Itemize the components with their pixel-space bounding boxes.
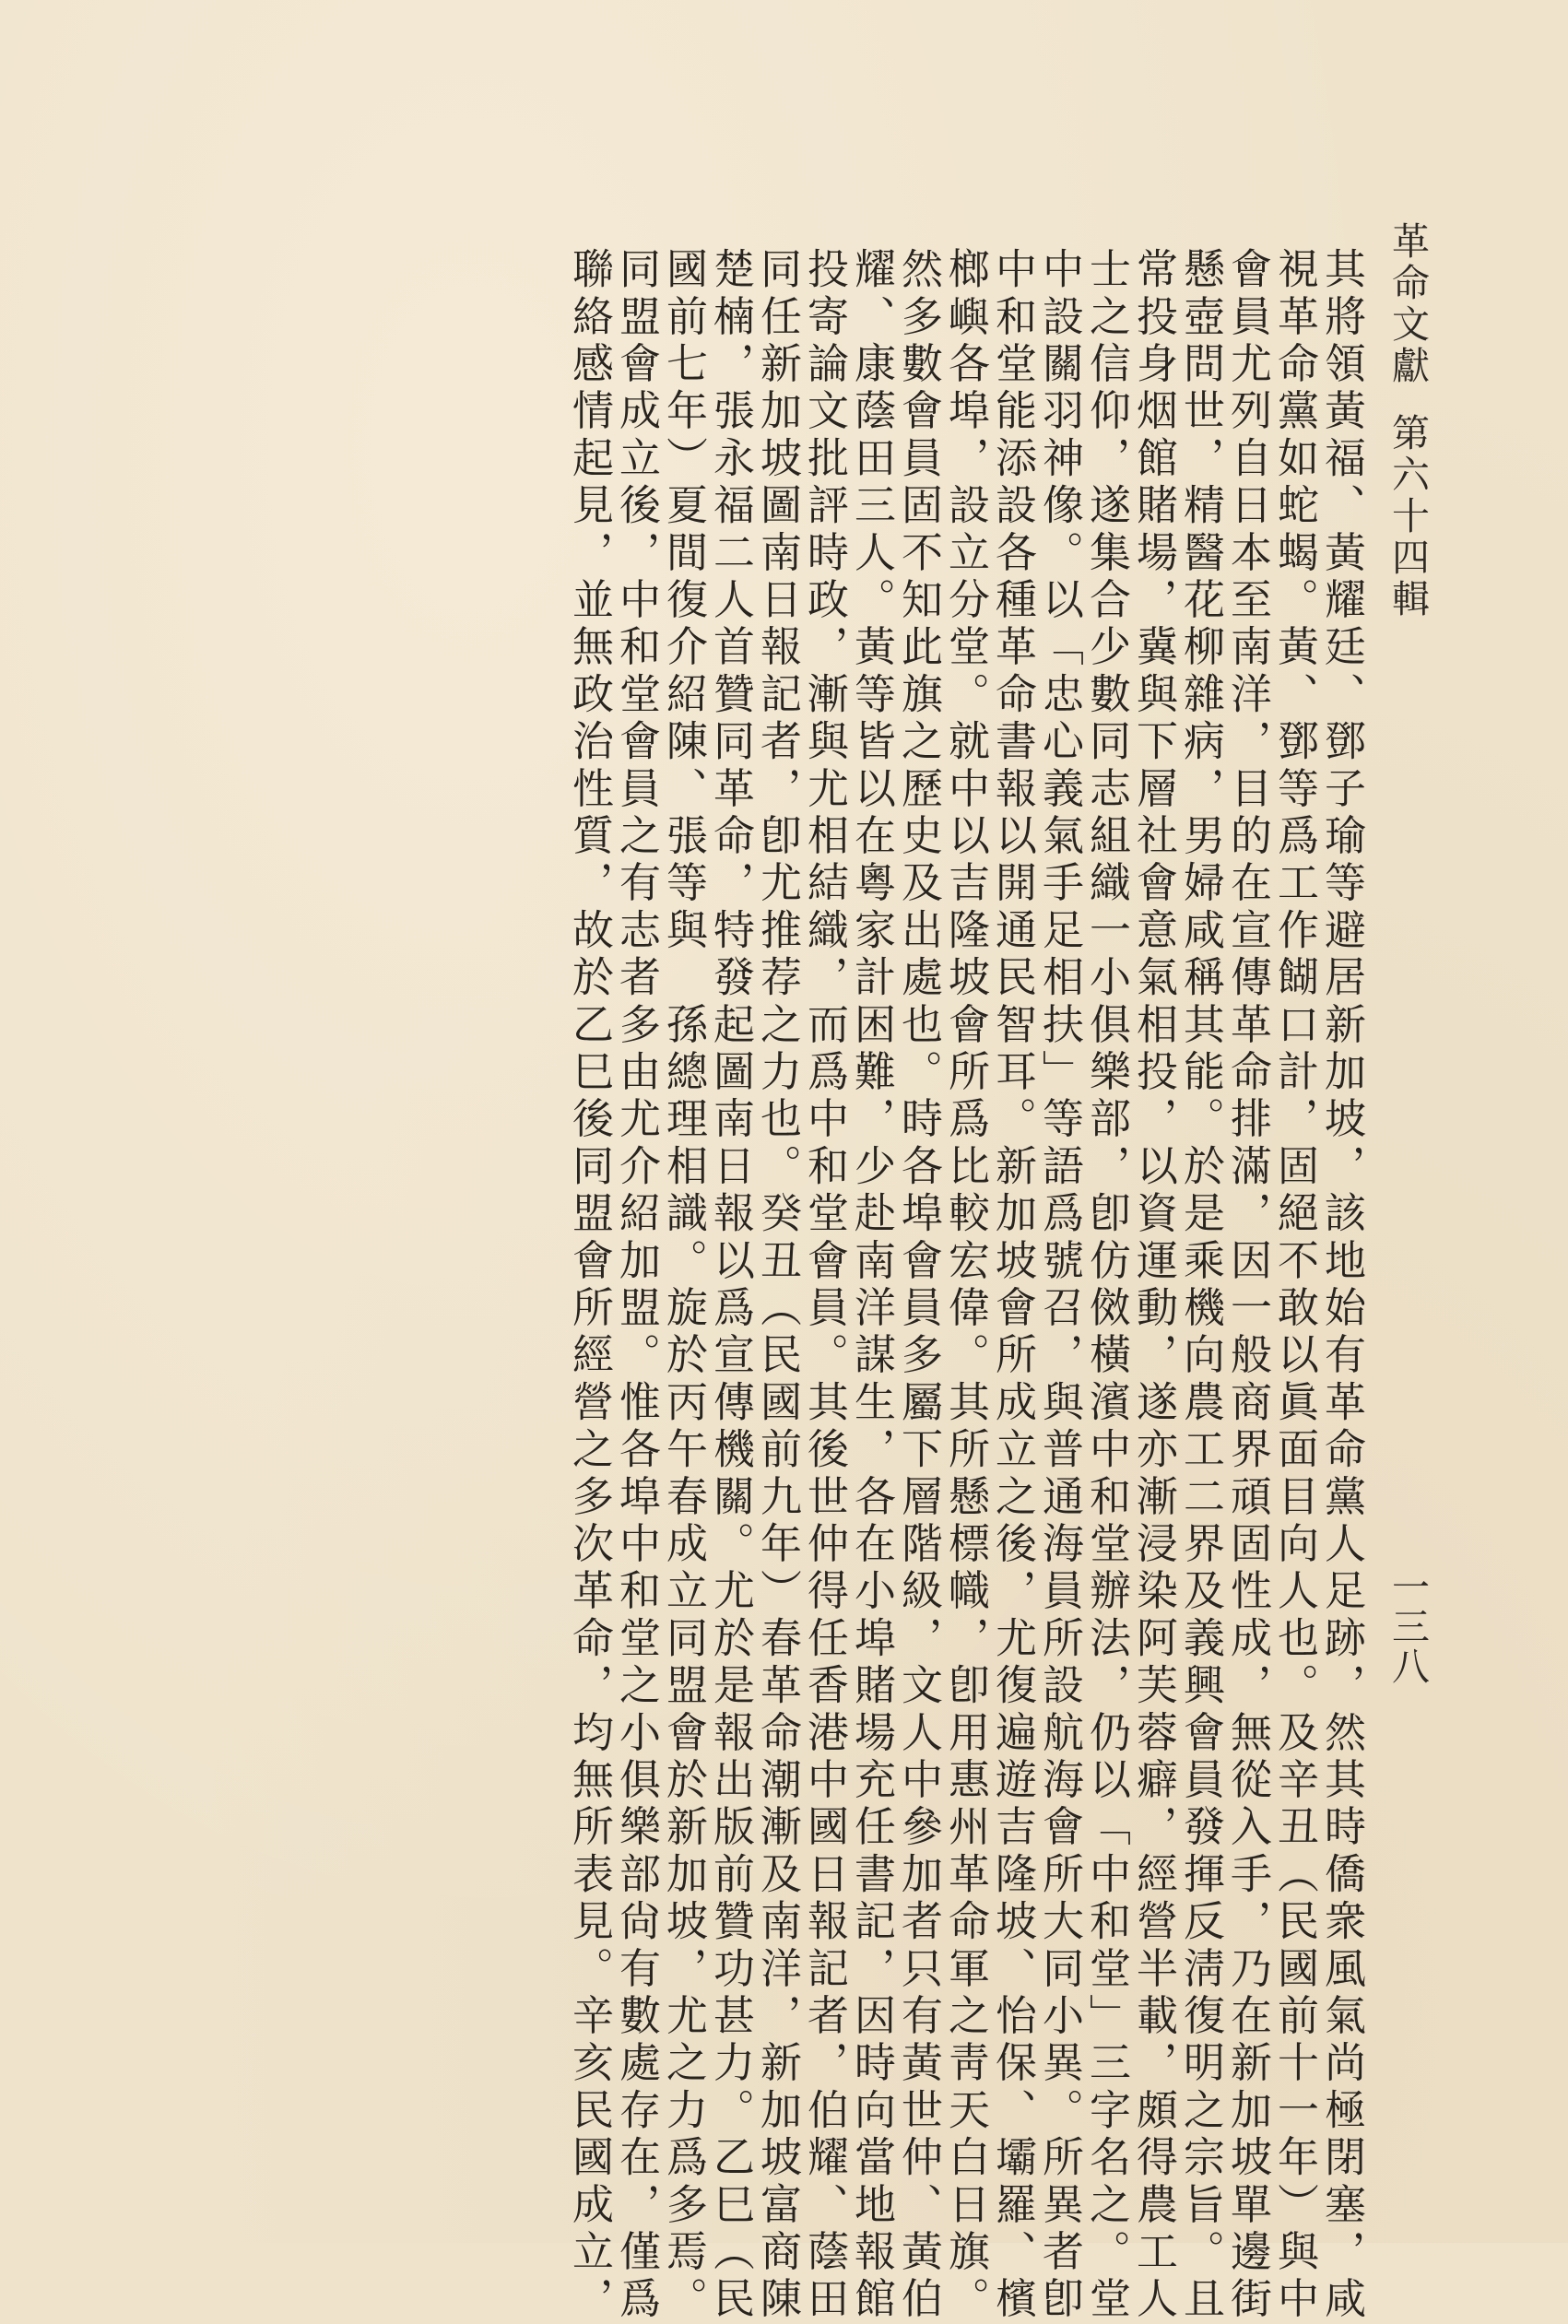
text-column: 榔嶼各埠，設立分堂。就中以吉隆坡會所爲比較宏偉。其所懸標幟，卽用惠州革命軍之靑天白日旗。: [941, 247, 990, 2324]
text-column: 耀、康蔭田三人。黃等皆以在粵家計困難，少赴南洋謀生，各在小埠賭場充任書記，因時向當地報館: [847, 247, 896, 2324]
text-column: 聯絡感情起見，並無政治性質，故於乙巳後同盟會所經營之多次革命，均無所表見。辛亥民國成立，: [565, 247, 614, 2324]
text-column: 中和堂能添設各種革命書報以開通民智耳。新加坡會所成立之後，尤復遍遊吉隆坡、怡保、壩羅、檳: [988, 247, 1037, 2324]
text-column: 中設關羽神像。以「忠心義氣手足相扶」等語爲號召，與普通海員所設航海會所大同小異。所異者卽: [1035, 247, 1084, 2324]
text-column: 懸壺問世，精醫花柳雜病，男婦咸稱其能。於是乘機向農工二界及義興會員發揮反淸復明之宗旨。且: [1176, 247, 1225, 2324]
text-column: 國前七年）夏間復介紹陳、張等與 孫總理相識。旋於丙午春成立同盟會於新加坡，尤之力爲多焉。: [659, 247, 708, 2324]
text-column: 楚楠，張永福二人首贊同革命，特發起圖南日報以爲宣傳機關。尤於是報出版前贊功甚力。乙巳（民: [706, 247, 755, 2324]
volume-label: 第六十四輯: [1385, 413, 1430, 620]
text-column: 視革命黨如蛇蝎。黃、鄧等爲工作餬口計，固絕不敢以眞面目向人也。及辛丑（民國前十一年）與中: [1270, 247, 1319, 2324]
running-header: [1380, 221, 1435, 620]
text-column: 投寄論文批評時政，漸與尤相結織，而爲中和堂會員。其後世仲得任香港中國日報記者，伯耀、蔭田: [800, 247, 849, 2324]
text-column: 同任新加坡圖南日報記者，卽尤推荐之力也。癸丑（民國前九年）春革命潮漸及南洋，新加坡富商陳: [753, 247, 802, 2324]
text-column: 會員尤列自日本至南洋，目的在宣傳革命排滿，因一般商界頑固性成，無從入手，乃在新加坡單邊街: [1223, 247, 1272, 2324]
text-column: 然多數會員固不知此旗之歷史及出處也。時各埠會員多屬下層階級，文人中參加者只有黃世仲、黃伯: [894, 247, 943, 2324]
text-column: 常投身烟館賭場，冀與下層社會意氣相投，以資運動，遂亦漸浸染阿芙蓉癖，經營半載，頗得農工人: [1129, 247, 1178, 2324]
body-text: [565, 247, 1366, 2324]
book-title: 革命文獻: [1385, 221, 1430, 387]
text-column: 士之信仰，遂集合少數同志組織一小俱樂部，卽仿傚橫濱中和堂辦法，仍以「中和堂」三字名之。堂: [1082, 247, 1131, 2324]
page-number: 一三八: [1385, 1567, 1430, 1686]
text-column: 其將領黃福、黃耀廷、鄧子瑜等避居新加坡，該地始有革命黨人足跡，然其時僑衆風氣尚極閉塞，咸: [1317, 247, 1366, 2324]
text-column: 同盟會成立後，中和堂會員之有志者多由尤介紹加盟。惟各埠中和堂之小俱樂部尙有數處存在，僅爲: [612, 247, 661, 2324]
